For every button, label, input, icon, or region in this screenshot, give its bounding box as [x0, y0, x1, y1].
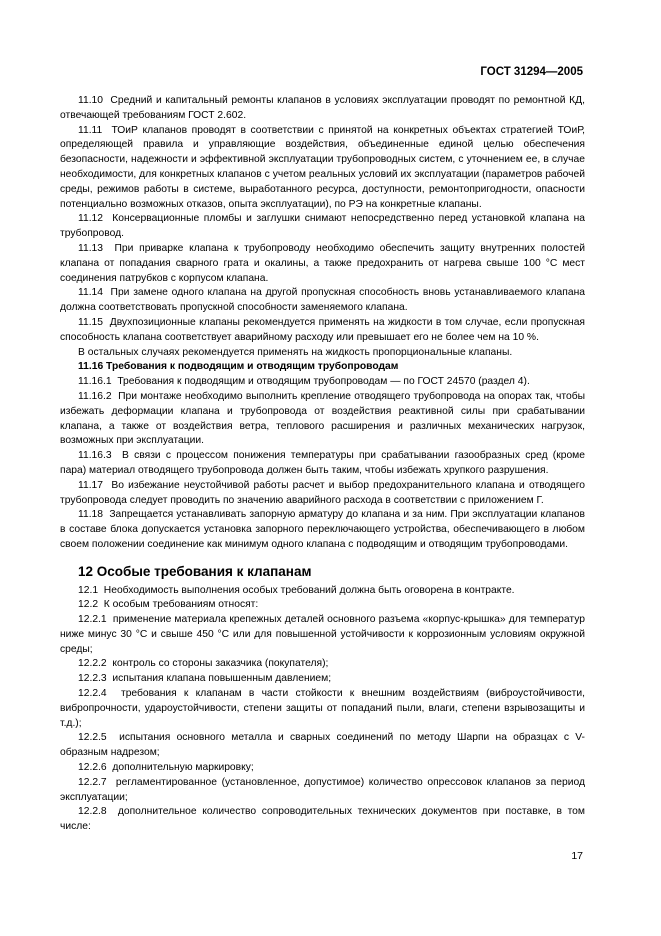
paragraph	[60, 598, 585, 613]
subsection-heading: 11.16 Требования к подводящим и отводящим трубопроводам	[78, 361, 399, 373]
paragraph-text: При приварке клапана к трубопроводу необходимо обеспечить защиту внутренних полостей клапана от попадания сварного грата и окалины, а также предохранить от нагрева свыше 100 °С мест соединения патрубков с корпусом клапана.	[60, 242, 585, 284]
paragraph	[60, 212, 585, 242]
paragraph-text: регламентированное (установленное, допустимое) количество опрессовок клапанов за период эксплуатации;	[60, 776, 585, 803]
paragraph-text: применение материала крепежных деталей основного разъема «корпус-крышка» для температур ниже минус 30 °С и свыше 450 °С или для повышенной устойчивости к коррозионным условиям окружной среды;	[60, 614, 585, 655]
clause-number: 12.2.5	[78, 732, 107, 744]
paragraph-text: контроль со стороны заказчика (покупателя);	[112, 658, 329, 670]
paragraph	[60, 508, 585, 552]
paragraph	[60, 805, 585, 835]
section-11-paragraphs-b	[60, 375, 585, 553]
clause-number: 11.16.3	[78, 450, 112, 462]
clause-number: 12.2.7	[78, 776, 107, 788]
clause-number: 12.2.1	[78, 614, 107, 626]
paragraph	[60, 316, 585, 346]
clause-number: 11.18	[78, 509, 104, 521]
paragraph-text: При монтаже необходимо выполнить крепление отводящего трубопровода на опорах так, чтобы избежать деформации клапана и трубопровода от воздействия реактивной силы при срабатывании клапана, а также от воздействия ветра, теплового расширения и различных механических нагрузок, возможных при эксплуатации.	[60, 390, 585, 447]
clause-number: 11.10	[78, 95, 104, 106]
paragraph-text: К особым требованиям относят:	[103, 599, 259, 611]
paragraph-text: дополнительное количество сопроводительных технических документов при поставке, в том числе:	[60, 806, 585, 833]
paragraph	[60, 94, 585, 124]
paragraph	[60, 242, 585, 286]
clause-number: 11.17	[78, 479, 104, 491]
paragraph-text: испытания основного металла и сварных соединений по методу Шарпи на образцах с V-образным надрезом;	[60, 732, 585, 759]
clause-number: 12.2.6	[78, 762, 107, 774]
paragraph	[60, 286, 585, 316]
paragraph	[60, 731, 585, 761]
paragraph	[60, 613, 585, 657]
clause-number: 11.16.1	[78, 376, 112, 388]
paragraph	[60, 672, 585, 687]
paragraph	[60, 687, 585, 731]
paragraph-text: В остальных случаях рекомендуется применять на жидкость пропорциональные клапаны.	[78, 346, 513, 358]
paragraph-text: испытания клапана повышенным давлением;	[112, 673, 332, 685]
paragraph-text: ТОиР клапанов проводят в соответствии с принятой на конкретных объектах стратегией ТОиР, определяющей правила и управляющие воздействия, объединенные единой целью обеспечения безопасности, надежности и эффективной эксплуатации трубопроводных систем, с уточнением ее, в случае необходимости, для конкретных клапанов с учетом реальных условий их эксплуатации (параметров рабочей среды, режимов работы в системе, выработанного ресурса, доступности, ремонтопригодности, опасности потенциально возможных отказов, опыта эксплуатации), по РЭ на конкретные клапаны.	[60, 124, 585, 210]
paragraph-text: требования к клапанам в части стойкости к внешним воздействиям (виброустойчивости, вибропрочности, удароустойчивости, степени защиты от попаданий пыли, влаги, степени взрывозащиты и т.д.);	[60, 688, 585, 729]
page-number: 17	[571, 850, 583, 862]
section-12-paragraphs	[60, 584, 585, 836]
paragraph-text: Запрещается устанавливать запорную арматуру до клапана и за ним. При эксплуатации клапанов в составе блока допускается установка запорного переключающего устройства, обеспечивающего в любом своем положении соединение как минимум одного клапана с подводящим и отводящим трубопроводами.	[60, 509, 585, 550]
clause-number: 12.2.8	[78, 806, 107, 818]
paragraph	[60, 346, 585, 361]
document-body	[60, 94, 585, 835]
paragraph-text: Требования к подводящим и отводящим трубопроводам — по ГОСТ 24570 (раздел 4).	[117, 376, 530, 388]
paragraph-text: В связи с процессом понижения температуры при срабатывании газообразных сред (кроме пара) материал отводящего трубопровода должен быть таким, чтобы избежать хрупкого разрушения.	[60, 450, 585, 476]
paragraph	[60, 761, 585, 776]
clause-number: 11.11	[78, 124, 103, 136]
clause-number: 11.12	[78, 213, 104, 225]
clause-number: 12.2.2	[78, 658, 107, 670]
paragraph	[60, 124, 585, 213]
paragraph-text: дополнительную маркировку;	[112, 762, 254, 774]
clause-number: 12.1	[78, 584, 99, 596]
paragraph	[60, 776, 585, 806]
paragraph-text: При замене одного клапана на другой пропускная способность вновь устанавливаемого клапана должна соответствовать пропускной способности заменяемого клапана.	[60, 287, 585, 314]
clause-number: 11.13	[78, 242, 104, 254]
clause-number: 12.2.3	[78, 673, 107, 685]
paragraph-text: Средний и капитальный ремонты клапанов в условиях эксплуатации проводят по ремонтной КД, отвечающей требованиям ГОСТ 2.602.	[60, 95, 585, 121]
clause-number: 11.15	[78, 316, 104, 328]
paragraph-text: Консервационные пломбы и заглушки снимают непосредственно перед установкой клапана на трубопровод.	[60, 213, 585, 240]
document-header: ГОСТ 31294—2005	[480, 66, 583, 78]
paragraph-text: Двухпозиционные клапаны рекомендуется применять на жидкости в том случае, если пропускная способность клапана соответствует аварийному расходу или превышает его не более чем на 10 %.	[60, 316, 585, 343]
paragraph	[60, 375, 585, 390]
paragraph	[60, 584, 585, 599]
paragraph	[60, 390, 585, 449]
clause-number: 12.2.4	[78, 688, 107, 700]
paragraph	[60, 479, 585, 509]
section-title: 12 Особые требования к клапанам	[78, 563, 312, 579]
clause-number: 12.2	[78, 599, 99, 611]
paragraph-text: Во избежание неустойчивой работы расчет и выбор предохранительного клапана и отводящего трубопровода следует проводить по значению аварийного расхода в соответствии с приложением Г.	[60, 479, 585, 506]
paragraph-text: Необходимость выполнения особых требований должна быть оговорена в контракте.	[103, 584, 515, 596]
paragraph	[60, 449, 585, 479]
clause-number: 11.16.2	[78, 390, 112, 402]
paragraph	[60, 657, 585, 672]
clause-number: 11.14	[78, 287, 104, 299]
section-11-paragraphs-a	[60, 94, 585, 360]
